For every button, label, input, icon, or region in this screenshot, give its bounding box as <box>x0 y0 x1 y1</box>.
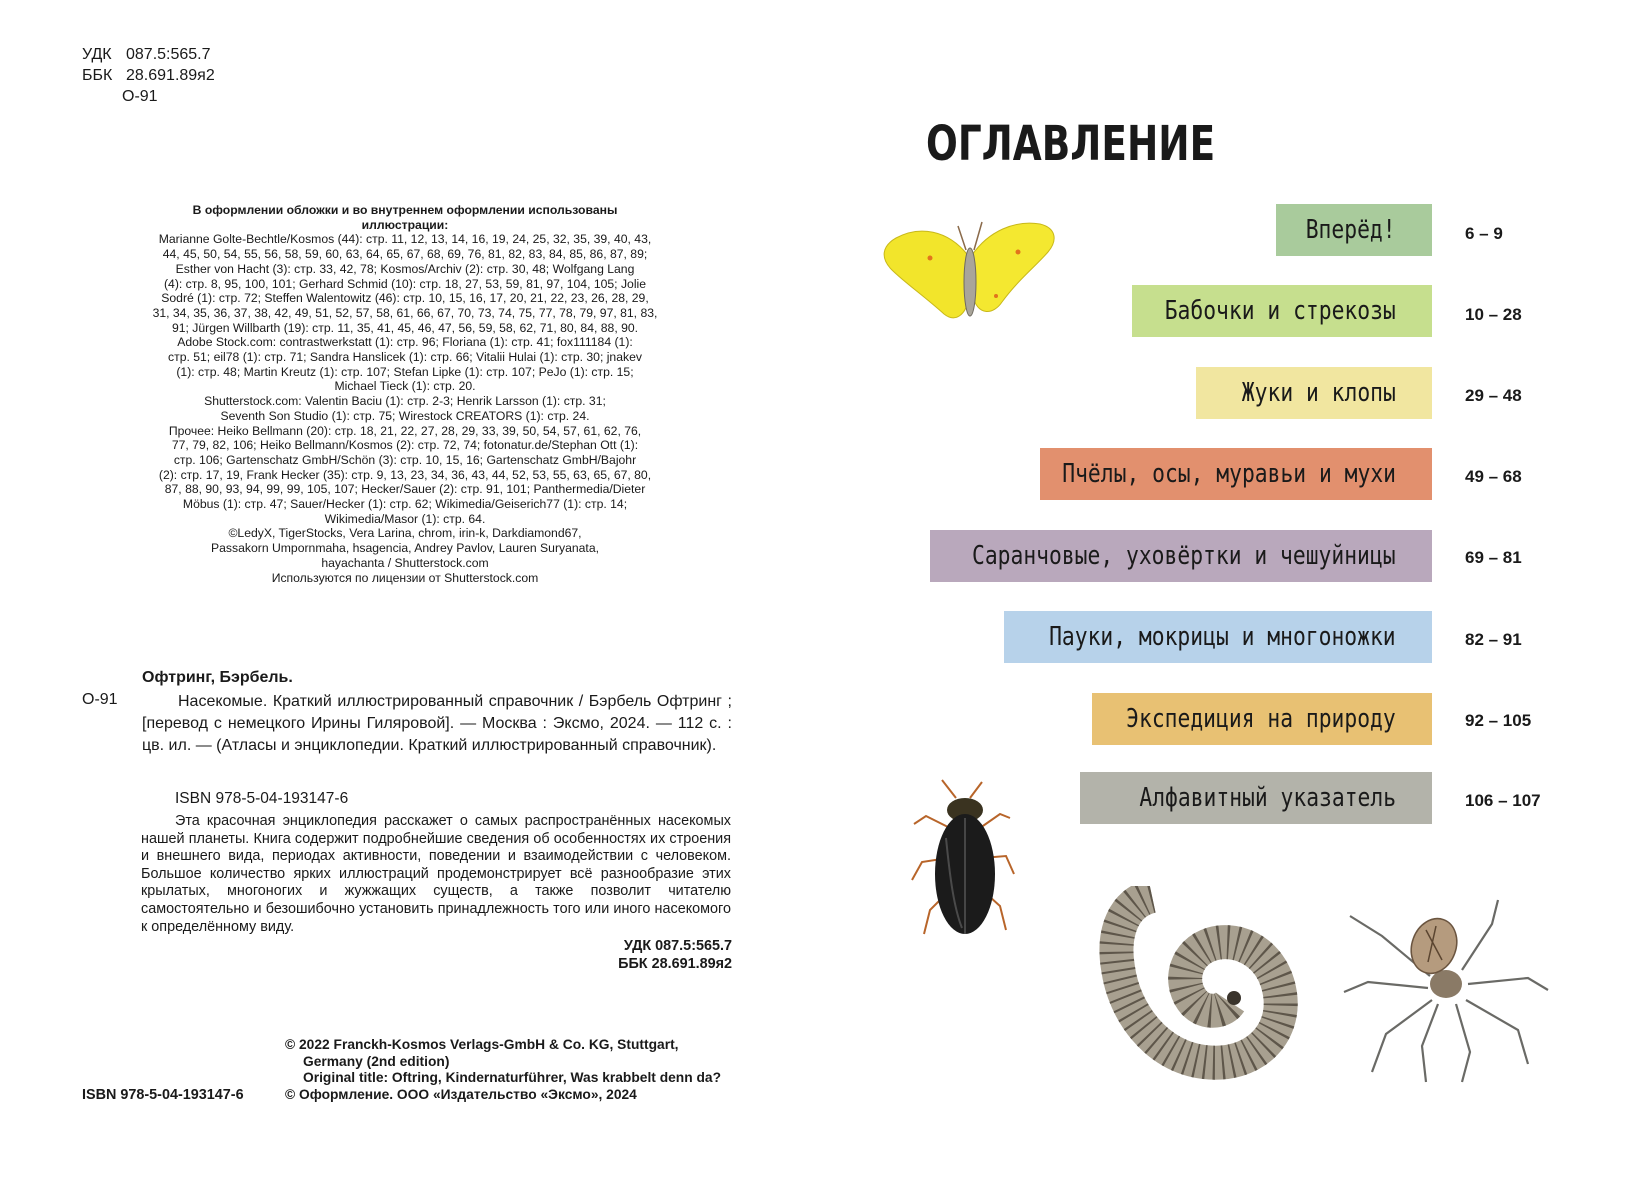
udk-label: УДК <box>82 46 112 63</box>
credit-line: (2): стр. 17, 19, Frank Hecker (35): стр. 9, 13, 23, 34, 36, 43, 44, 52, 53, 55, 63, 65, 67, 80, <box>158 467 652 482</box>
toc-item-index[interactable]: Алфавитный указатель <box>1080 772 1432 824</box>
toc-item-spiders[interactable]: Пауки, мокрицы и многоножки <box>1004 611 1432 663</box>
footer-isbn: ISBN 978-5-04-193147-6 <box>82 1087 244 1103</box>
author-name: Офтринг, Бэрбель. <box>142 669 293 686</box>
footer-bbk: ББК 28.691.89я2 <box>618 956 732 972</box>
credit-line: Wikimedia/Masor (1): стр. 64. <box>324 511 486 526</box>
toc-pages-expedition: 92 – 105 <box>1465 711 1532 730</box>
udk-value: 087.5:565.7 <box>126 46 211 63</box>
credit-line: ©LedyX, TigerStocks, Vera Larina, chrom, irin-k, Darkdiamond67, <box>228 526 582 541</box>
credit-line: Sodré (1): стр. 72; Steffen Walentowitz (46): стр. 10, 15, 16, 17, 20, 21, 22, 23, 26, 28, 29, <box>161 291 649 306</box>
credit-line: (4): стр. 8, 95, 100, 101; Gerhard Schmid (10): стр. 18, 27, 53, 59, 81, 97, 104, 105; Jolie <box>163 276 647 291</box>
credit-line: (1): стр. 48; Martin Kreutz (1): стр. 107; Stefan Lipke (1): стр. 107; PeJo (1): стр. 15; <box>176 364 634 379</box>
toc-item-forward[interactable]: Вперёд! <box>1276 204 1432 256</box>
footer-codes <box>590 937 732 973</box>
credits-heading: В оформлении обложки и во внутреннем оформлении использованы иллюстрации: <box>192 203 618 232</box>
credit-line: Shutterstock.com: Valentin Baciu (1): стр. 2-3; Henrik Larsson (1): стр. 31; <box>204 394 606 409</box>
credit-line: 31, 34, 35, 36, 37, 38, 42, 49, 51, 52, 57, 58, 61, 66, 67, 70, 73, 74, 75, 77, 78, 79, 97, 81, 83, <box>152 305 658 320</box>
toc-pages-beetles: 29 – 48 <box>1465 386 1522 405</box>
millipede-illustration <box>1094 886 1300 1086</box>
toc-item-beetles[interactable]: Жуки и клопы <box>1196 367 1432 419</box>
bbk-label: ББК <box>82 67 113 84</box>
toc-title: ОГЛАВЛЕНИЕ <box>926 116 1216 172</box>
author-mark: О-91 <box>122 88 158 105</box>
credit-line: стр. 51; eil78 (1): стр. 71; Sandra Hanslicek (1): стр. 66; Vitalii Hulai (1): стр. 30; jnakev <box>168 350 642 365</box>
butterfly-illustration <box>878 218 1060 330</box>
credit-line: Marianne Golte-Bechtle/Kosmos (44): стр. 11, 12, 13, 14, 16, 19, 24, 25, 32, 35, 39, 40, 43, <box>158 232 652 247</box>
toc-item-expedition[interactable]: Экспедиция на природу <box>1092 693 1432 745</box>
copyright-line-1: © 2022 Franckh-Kosmos Verlags-GmbH & Co. KG, Stuttgart, <box>285 1037 679 1052</box>
credit-line: 91; Jürgen Willbarth (19): стр. 11, 35, 41, 45, 46, 47, 56, 59, 58, 62, 71, 80, 84, 88, 90. <box>171 320 639 335</box>
credit-line: Michael Tieck (1): стр. 20. <box>334 379 476 394</box>
illustration-credits <box>150 203 660 585</box>
record-description: Насекомые. Краткий иллюстрированный справочник / Бэрбель Офтринг ; [перевод с немецкого Ирины Гиляровой]. — Москва : Эксмо, 2024. — 112 с. : цв. ил. — (Атласы и энциклопедии. Краткий иллюстрированный справочник). <box>142 693 732 754</box>
toc-pages-butterflies: 10 – 28 <box>1465 305 1522 324</box>
toc-item-bees[interactable]: Пчёлы, осы, муравьи и мухи <box>1040 448 1432 500</box>
credit-line: Используются по лицензии от Shutterstock.com <box>271 570 539 585</box>
toc-item-butterflies[interactable]: Бабочки и стрекозы <box>1132 285 1432 337</box>
credit-line: Passakorn Umpornmaha, hsagencia, Andrey Pavlov, Lauren Suryanata, <box>211 541 599 556</box>
toc-pages-forward: 6 – 9 <box>1465 224 1503 243</box>
credit-line: Möbus (1): стр. 47; Sauer/Hecker (1): стр. 62; Wikimedia/Geiserich77 (1): стр. 14; <box>182 497 628 512</box>
toc-pages-bees: 49 – 68 <box>1465 467 1522 486</box>
toc-pages-spiders: 82 – 91 <box>1465 630 1522 649</box>
annotation-text: Эта красочная энциклопедия расскажет о самых распространённых насекомых нашей планеты. Книга содержит подробнейшие сведения об особенностях их строения и внешнего вида, периодах активности, поведении и взаимодействии с человеком. Большое количество ярких иллюстраций продемонстрирует всё разнообразие этих крылатых, многоногих и жужжащих существ, а также позволит читателю самостоятельно и безошибочно установить принадлежность того или иного насекомого к определённому виду. <box>141 813 731 935</box>
credit-line: Seventh Son Studio (1): стр. 75; Wirestock CREATORS (1): стр. 24. <box>220 408 590 423</box>
copyright-line-2: Germany (2nd edition) <box>303 1053 450 1069</box>
credit-line: Esther von Hacht (3): стр. 33, 42, 78; Kosmos/Archiv (2): стр. 30, 48; Wolfgang Lang <box>175 261 635 276</box>
imprint-codes <box>82 44 215 107</box>
credit-line: 44, 45, 50, 54, 55, 56, 58, 59, 60, 63, 64, 65, 67, 68, 69, 76, 81, 82, 83, 84, 85, 86, 87, 89; <box>162 247 648 262</box>
footer-udk: УДК 087.5:565.7 <box>623 938 732 954</box>
record-code: О-91 <box>82 691 118 708</box>
credits-lines <box>150 232 660 585</box>
credit-line: 87, 88, 90, 93, 94, 99, 99, 105, 107; Hecker/Sauer (2): стр. 91, 101; Panthermedia/Dieter <box>164 482 646 497</box>
credit-line: Adobe Stock.com: contrastwerkstatt (1): стр. 96; Floriana (1): стр. 41; fox111184 (1): <box>177 335 633 350</box>
credit-line: Прочее: Heiko Bellmann (20): стр. 18, 21, 22, 27, 28, 29, 33, 39, 50, 54, 57, 61, 62, 76, <box>168 423 642 438</box>
toc-item-grasshoppers[interactable]: Саранчовые, уховёртки и чешуйницы <box>930 530 1432 582</box>
copyright-line-4: © Оформление. ООО «Издательство «Эксмо», 2024 <box>285 1086 637 1102</box>
toc-pages-grasshoppers: 69 – 81 <box>1465 548 1522 567</box>
credit-line: hayachanta / Shutterstock.com <box>321 555 489 570</box>
copyright-block <box>285 1037 745 1103</box>
spider-illustration <box>1342 896 1552 1086</box>
credit-line: стр. 106; Gartenschatz GmbH/Schön (3): стр. 10, 15, 16; Gartenschatz GmbH/Bajohr <box>173 452 637 467</box>
toc-pages-index: 106 – 107 <box>1465 791 1541 810</box>
copyright-line-3: Original title: Oftring, Kindernaturführer, Was krabbelt denn da? <box>303 1070 722 1085</box>
beetle-illustration <box>910 778 1018 954</box>
record-isbn: ISBN 978-5-04-193147-6 <box>175 790 349 807</box>
bbk-value: 28.691.89я2 <box>126 67 215 84</box>
credit-line: 77, 79, 82, 106; Heiko Bellmann/Kosmos (2): стр. 72, 74; fotonatur.de/Stephan Ott (1): <box>171 438 639 453</box>
